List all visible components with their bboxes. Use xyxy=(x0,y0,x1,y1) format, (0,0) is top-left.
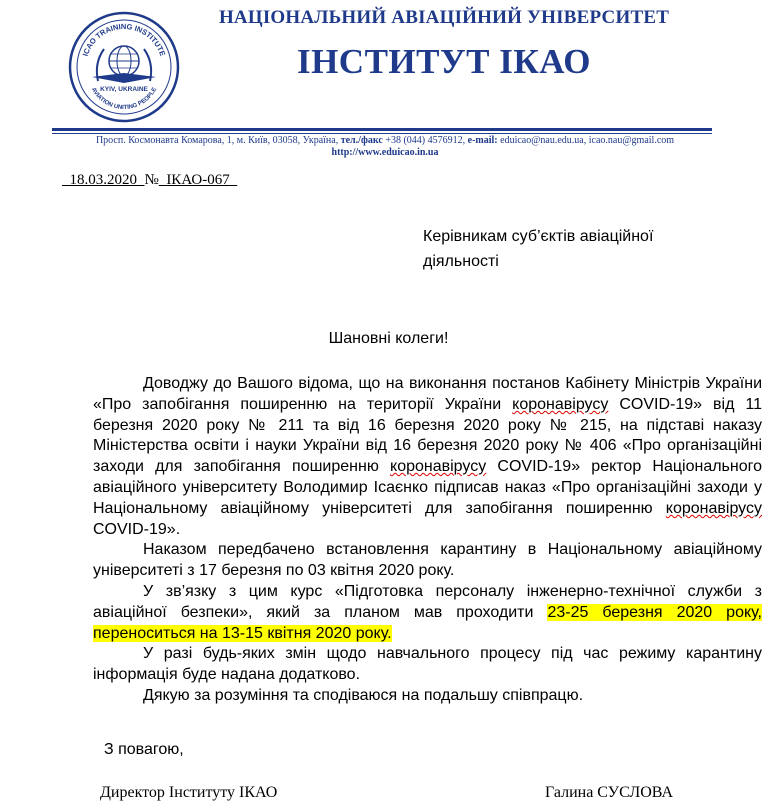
paragraph-4: У разі будь-яких змін щодо навчального процесу під час режиму карантину інформація буде надана додатково. xyxy=(93,645,762,684)
p1-text-g: COVID-19». xyxy=(93,520,181,538)
header-rule-thick xyxy=(52,128,712,131)
p3-highlighted-dates: 23-25 березня 2020 року, переноситься на 13-15 квітня 2020 року. xyxy=(93,603,762,642)
contact-line xyxy=(30,135,740,147)
institute-name: ІНСТИТУТ ІКАО xyxy=(296,42,592,81)
signatory-title: Директор Інституту ІКАО xyxy=(100,784,278,801)
header-rule-thin xyxy=(52,133,712,134)
closing-regards: З повагою, xyxy=(104,741,184,758)
contact-block xyxy=(30,135,740,159)
p1-spellcheck-word-3: коронавірусу xyxy=(665,499,762,517)
signatory-name: Галина СУСЛОВА xyxy=(545,784,673,801)
salutation: Шановні колеги! xyxy=(328,330,449,347)
paragraph-2: Наказом передбачено встановлення карантину в Національному авіаційному університеті з 17 березня по 03 квітня 2020 року. xyxy=(93,541,762,580)
website-link[interactable]: http://www.eduicao.in.ua xyxy=(331,147,439,158)
letter-reference xyxy=(62,172,237,189)
p1-spellcheck-word-2: коронавірусу xyxy=(390,458,487,476)
seal-text-top: ICAO TRAINING INSTITUTE xyxy=(80,21,168,58)
email-addresses[interactable]: eduicao@nau.edu.ua, icao.nau@gmail.com xyxy=(497,135,675,146)
postal-address: Просп. Космонавта Комарова, 1, м. Київ, 03058, Україна, xyxy=(95,135,341,146)
p1-text-c: COVID-19» від 11 березня 2020 року № 211 та від 16 березня 2020 року № 215, на підставі наказу Міністерства освіти і науки України від 16 березня 2020 року № 406 «Про організаційні заходи для запобігання поширенню xyxy=(93,395,763,476)
phone-label: тел./факс xyxy=(340,135,383,146)
icao-institute-seal-logo xyxy=(68,11,180,123)
p1-text-e: COVID-19» ректор Національного авіаційного університету Володимир Ісаєнко підписав наказ «Про організаційні заходи у Національному авіаційному університеті для запобігання поширенню xyxy=(93,458,763,517)
addressee-line-2: діяльності xyxy=(423,253,499,270)
letter-number: ІКАО-067 xyxy=(166,172,230,188)
number-sign: № xyxy=(144,172,159,188)
paragraph-1 xyxy=(93,374,762,540)
letter-body xyxy=(93,374,762,707)
p1-spellcheck-word-1: коронавірусу xyxy=(512,395,609,413)
addressee-line-1: Керівникам суб’єктів авіаційної xyxy=(423,228,654,245)
university-name: НАЦІОНАЛЬНИЙ АВІАЦІЙНИЙ УНІВЕРСИТЕТ xyxy=(218,7,670,28)
phone-number: +38 (044) 4576912, xyxy=(382,135,468,146)
seal-text-mid: KYIV, UKRAINE xyxy=(100,86,148,93)
paragraph-5: Дякую за розуміння та сподіваюся на подальшу співпрацю. xyxy=(143,686,584,704)
seal-text-bottom: AVIATION UNITING PEOPLE xyxy=(89,86,159,112)
addressee-block xyxy=(423,224,723,274)
paragraph-3 xyxy=(93,582,762,644)
p1-text-a: Доводжу до Вашого відома, що на виконання постанов Кабінету Міністрів України «Про запобігання поширенню на території України xyxy=(93,375,762,413)
email-label: e-mail: xyxy=(467,135,498,146)
letter-date: 18.03.2020 xyxy=(69,172,137,188)
p3-text: У зв’язку з цим курс «Підготовка персоналу інженерно-технічної служби з авіаційної безпеки», який за планом мав проходити xyxy=(93,582,762,621)
